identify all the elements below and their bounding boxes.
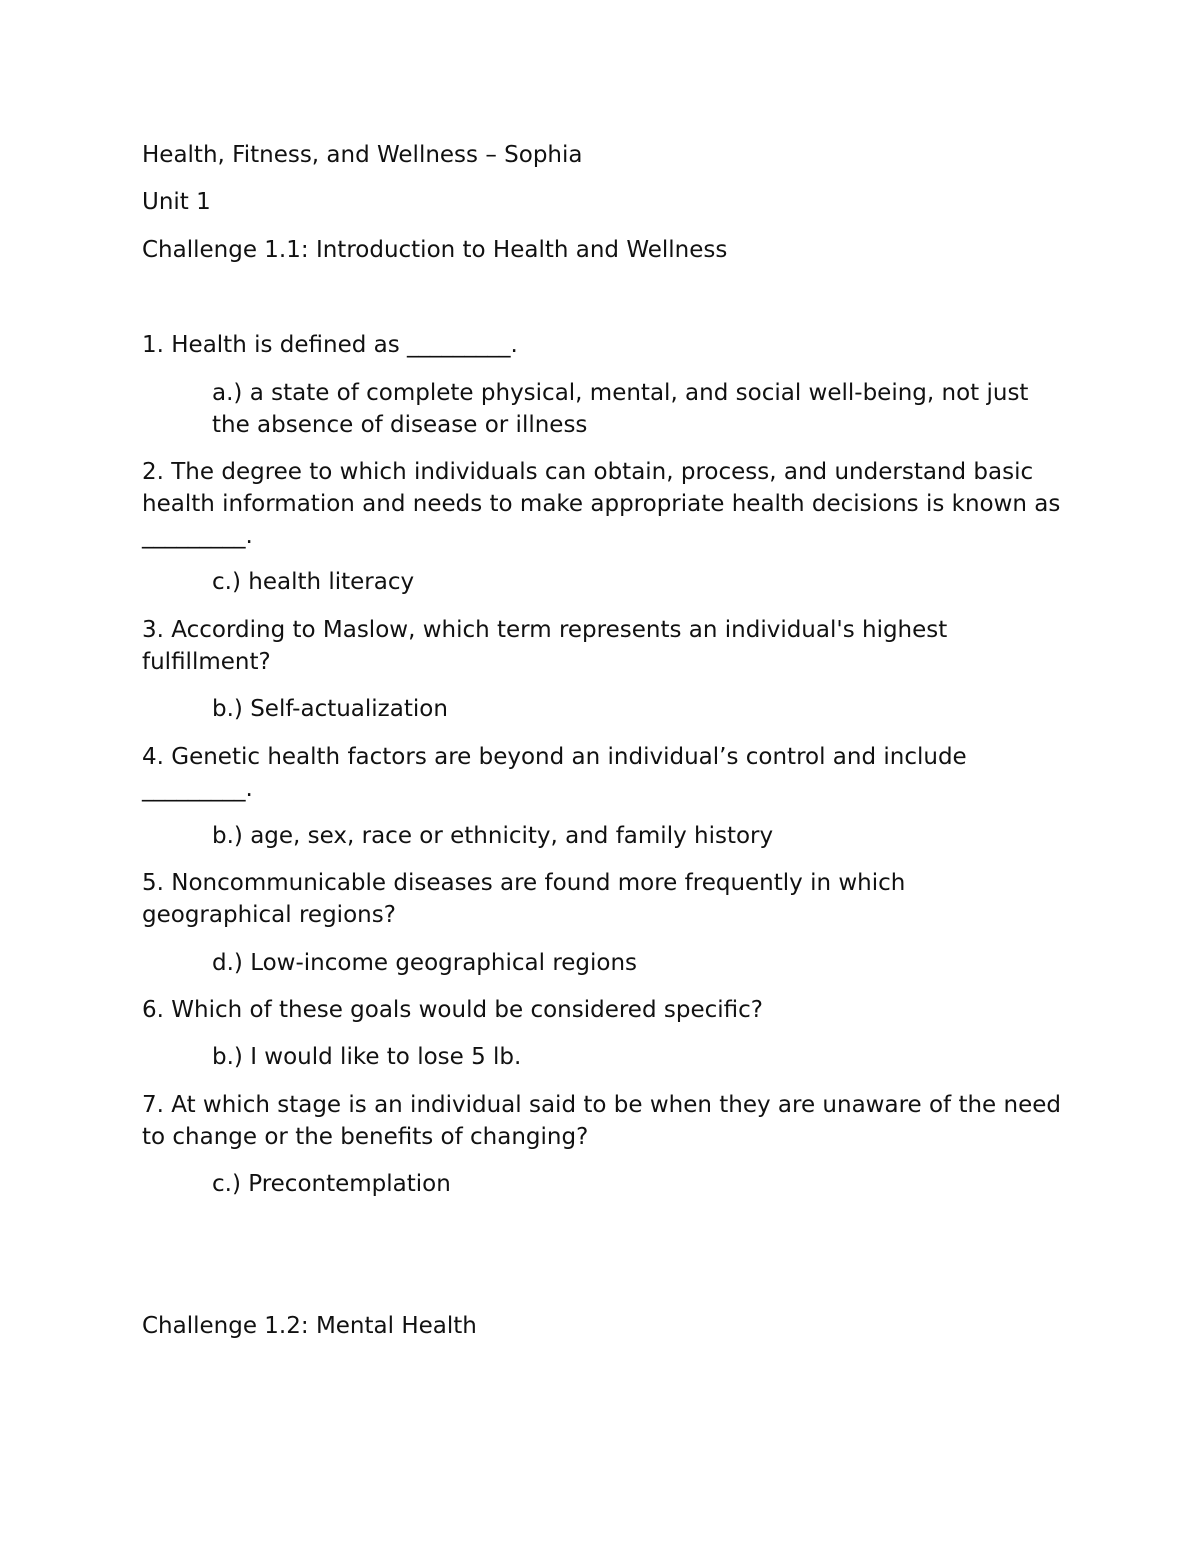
answer-3: b.) Self-actualization xyxy=(212,696,448,722)
answer-7: c.) Precontemplation xyxy=(212,1171,451,1197)
unit-heading: Unit 1 xyxy=(142,189,211,215)
challenge-heading: Challenge 1.2: Mental Health xyxy=(142,1313,477,1339)
answer-5: d.) Low-income geographical regions xyxy=(212,950,638,976)
answer-2: c.) health literacy xyxy=(212,569,415,595)
question-7: 7. At which stage is an individual said to be when they are unaware of the need to change or the benefits of changing? xyxy=(142,1092,1062,1150)
question-4: 4. Genetic health factors are beyond an individual’s control and include _________. xyxy=(142,744,967,802)
question-3: 3. According to Maslow, which term represents an individual's highest fulfillment? xyxy=(142,617,948,675)
question-1: 1. Health is defined as _________. xyxy=(142,332,518,358)
question-6: 6. Which of these goals would be considered specific? xyxy=(142,997,763,1023)
answer-6: b.) I would like to lose 5 lb. xyxy=(212,1044,522,1070)
question-5: 5. Noncommunicable diseases are found more frequently in which geographical regions? xyxy=(142,870,906,928)
answer-1: a.) a state of complete physical, mental, and social well-being, not just the absence of disease or illness xyxy=(212,380,1029,438)
course-title: Health, Fitness, and Wellness – Sophia xyxy=(142,142,583,168)
challenge-heading: Challenge 1.1: Introduction to Health and Wellness xyxy=(142,237,728,263)
question-2: 2. The degree to which individuals can obtain, process, and understand basic health information and needs to make appropriate health decisions is known as _________. xyxy=(142,459,1061,549)
answer-4: b.) age, sex, race or ethnicity, and family history xyxy=(212,823,774,849)
